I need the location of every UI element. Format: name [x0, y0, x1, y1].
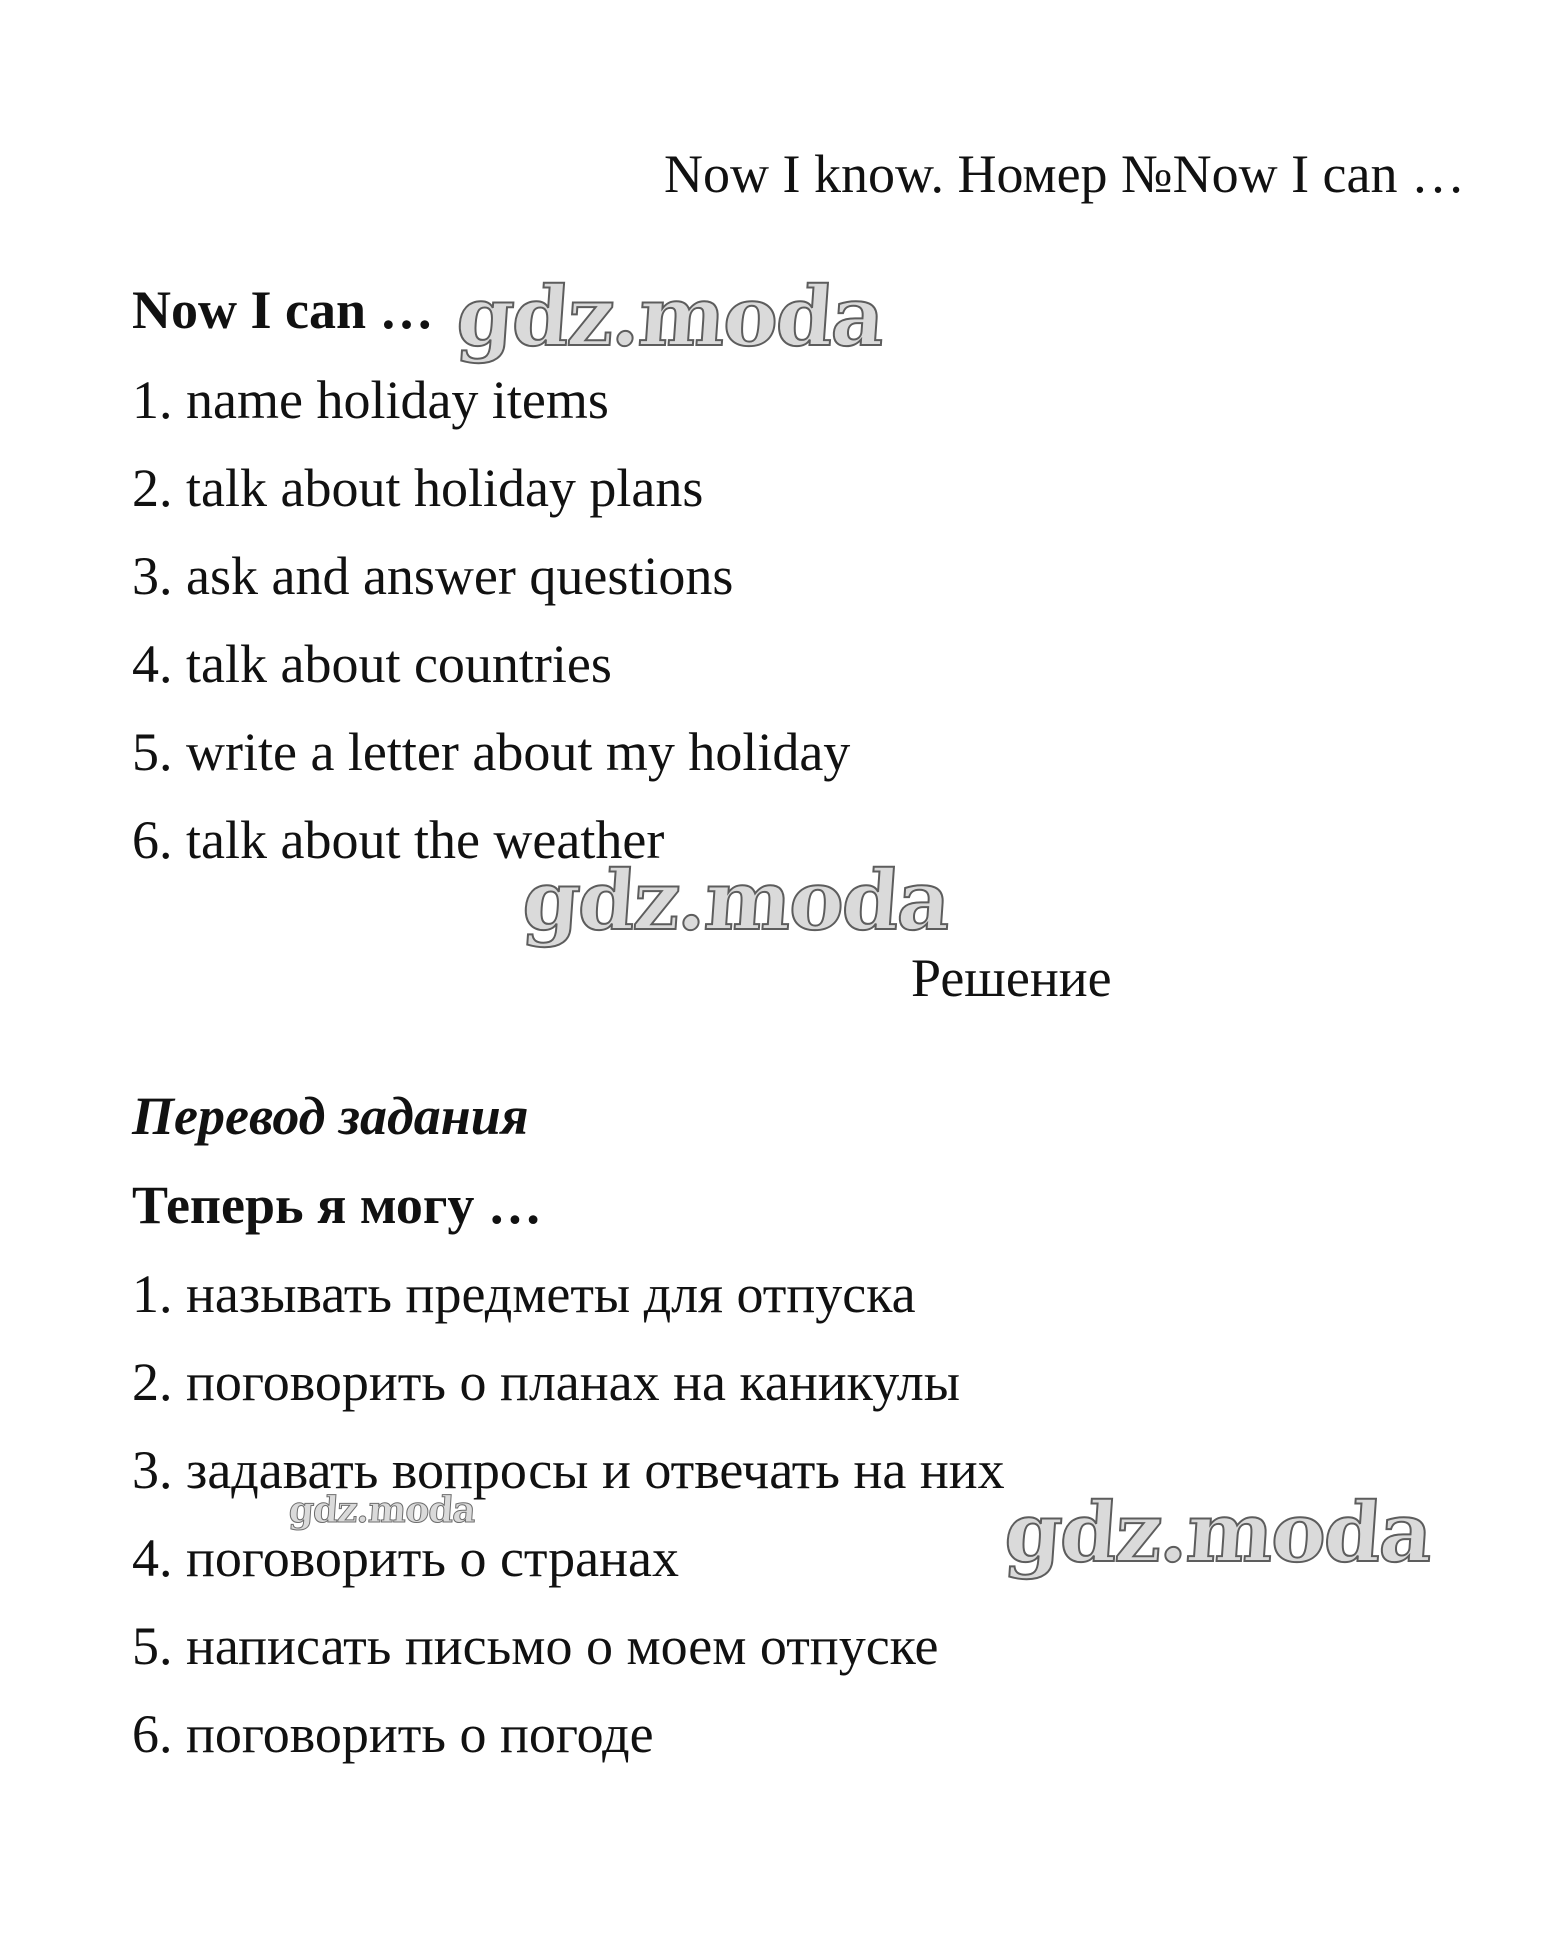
translation-list [132, 1262, 1005, 1790]
section-heading: Now I can … [132, 280, 434, 340]
task-list [132, 368, 850, 896]
list-item: 4. поговорить о странах [132, 1528, 680, 1588]
list-item: 3. ask and answer questions [132, 546, 734, 606]
translation-heading: Теперь я могу … [132, 1175, 542, 1235]
list-item: 1. name holiday items [132, 370, 609, 430]
list-item: 2. talk about holiday plans [132, 458, 704, 518]
list-item: 5. написать письмо о моем отпуске [132, 1616, 939, 1676]
list-item: 6. поговорить о погоде [132, 1704, 654, 1764]
list-item: 5. write a letter about my holiday [132, 722, 851, 782]
page-title: Now I know. Номер №Now I can … [663, 144, 1465, 204]
list-item: 1. называть предметы для отпуска [132, 1264, 916, 1324]
watermark: gdz.moda [287, 1489, 477, 1531]
translation-label: Перевод задания [132, 1086, 529, 1146]
watermark: gdz.moda [519, 853, 953, 949]
list-item: 4. talk about countries [132, 634, 612, 694]
list-item: 3. задавать вопросы и отвечать на них [132, 1440, 1005, 1500]
watermark: gdz.moda [1001, 1485, 1435, 1581]
watermark: gdz.moda [453, 269, 887, 365]
solution-label: Решение [911, 948, 1112, 1008]
list-item: 2. поговорить о планах на каникулы [132, 1352, 961, 1412]
list-item: 6. talk about the weather [132, 810, 665, 870]
